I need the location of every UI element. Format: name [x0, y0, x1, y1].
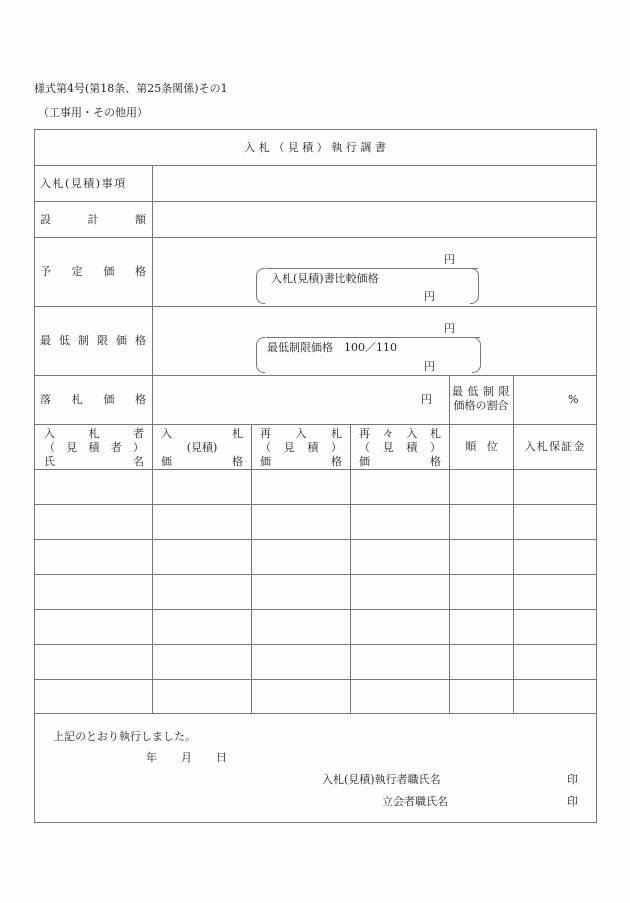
char: 再	[359, 427, 370, 440]
char: 入	[161, 427, 172, 440]
bidder-name-cell[interactable]	[35, 645, 151, 678]
yen-unit: 円	[444, 322, 455, 335]
label-item: 入札(見積)事項	[40, 177, 127, 190]
min-price-ratio-label: 最低制限価格 100／110	[267, 341, 397, 354]
char: 見	[382, 441, 394, 454]
char: 金	[573, 440, 585, 453]
char: 設	[40, 213, 51, 226]
rebid-price-cell[interactable]	[252, 610, 349, 643]
left-bracket	[256, 268, 265, 304]
char: 積	[307, 441, 319, 454]
column-header-line	[44, 441, 144, 454]
char: 積	[406, 441, 418, 454]
rank-cell[interactable]	[450, 575, 512, 608]
deposit-cell[interactable]	[514, 470, 594, 503]
deposit-cell[interactable]	[514, 575, 594, 608]
char: （	[260, 441, 271, 454]
re-rebid-price-cell[interactable]	[351, 645, 448, 678]
char: 予	[40, 265, 51, 278]
bidder-name-cell[interactable]	[35, 680, 151, 713]
bid-price-cell[interactable]	[153, 645, 250, 678]
column-header-line	[359, 441, 441, 454]
rank-cell[interactable]	[450, 540, 512, 573]
column-header-line	[359, 427, 441, 440]
deposit-cell[interactable]	[514, 610, 594, 643]
item-field[interactable]	[153, 166, 595, 201]
row-divider	[34, 306, 596, 307]
column-header-line	[44, 427, 144, 440]
char: 札	[71, 393, 83, 406]
char: 限	[97, 334, 108, 347]
char: 札	[88, 427, 100, 440]
bid-price-cell[interactable]	[153, 505, 250, 538]
char: 計	[87, 213, 99, 226]
rebid-price-cell[interactable]	[252, 505, 349, 538]
char: ）	[133, 441, 144, 454]
rank-cell[interactable]	[450, 470, 512, 503]
char: 順	[465, 440, 477, 453]
re-rebid-price-cell[interactable]	[351, 540, 448, 573]
bid-price-cell[interactable]	[153, 610, 250, 643]
label-planned-price	[40, 265, 146, 278]
design-amount-field[interactable]	[153, 202, 595, 237]
date-month: 月	[181, 751, 192, 764]
char: 札	[232, 427, 243, 440]
form-subtitle: （工事用・その他用）	[38, 106, 148, 119]
re-rebid-price-cell[interactable]	[351, 505, 448, 538]
row-divider	[34, 424, 596, 425]
bidder-name-cell[interactable]	[35, 540, 151, 573]
char: 々	[382, 427, 394, 440]
award-price-field[interactable]	[153, 376, 448, 423]
char: 札	[331, 427, 342, 440]
column-header-line	[44, 455, 144, 468]
bidder-name-cell[interactable]	[35, 610, 151, 643]
char: 者	[110, 441, 122, 454]
statement-text: 上記のとおり執行しました。	[53, 730, 196, 743]
bid-price-cell[interactable]	[153, 470, 250, 503]
rebid-price-cell[interactable]	[252, 470, 349, 503]
row-divider	[34, 713, 596, 714]
yen-unit: 円	[424, 290, 435, 303]
char: 入	[524, 440, 536, 453]
rebid-price-cell[interactable]	[252, 645, 349, 678]
re-rebid-price-cell[interactable]	[351, 680, 448, 713]
char: 入	[406, 427, 418, 440]
label-award-price	[40, 393, 146, 406]
date-day: 日	[216, 751, 227, 764]
char: 格	[134, 393, 146, 406]
char: 積	[88, 441, 100, 454]
comparison-price-label: 入札(見積)書比較価格	[271, 272, 379, 285]
yen-unit: 円	[424, 360, 435, 373]
ratio-field[interactable]	[514, 376, 595, 423]
seal-mark: 印	[567, 795, 578, 808]
amount-underline	[266, 268, 478, 269]
label-min-price	[40, 334, 146, 347]
column-header-line	[153, 441, 251, 454]
char: 価	[359, 455, 370, 468]
char: 格	[331, 455, 342, 468]
char: 見	[66, 441, 78, 454]
rebid-price-cell[interactable]	[252, 575, 349, 608]
re-rebid-price-cell[interactable]	[351, 575, 448, 608]
column-header-line	[260, 441, 342, 454]
char: 位	[486, 440, 498, 453]
ratio-label-line1: 最 低 制 限	[452, 385, 510, 398]
char: 額	[135, 213, 146, 226]
char: 氏	[44, 455, 55, 468]
deposit-cell[interactable]	[514, 540, 594, 573]
char: (見積)	[186, 441, 218, 454]
char: 再	[260, 427, 271, 440]
char: 格	[134, 265, 146, 278]
column-header-line	[161, 455, 243, 468]
bid-price-cell[interactable]	[153, 575, 250, 608]
char: 価	[260, 455, 271, 468]
bid-price-cell[interactable]	[153, 680, 250, 713]
rebid-price-cell[interactable]	[252, 680, 349, 713]
char: （	[359, 441, 370, 454]
re-rebid-price-cell[interactable]	[351, 610, 448, 643]
bid-price-cell[interactable]	[153, 540, 250, 573]
form-number: 様式第4号(第18条、第25条関係)その1	[34, 82, 228, 95]
rank-cell[interactable]	[450, 680, 512, 713]
char: 落	[40, 393, 51, 406]
char: 格	[232, 455, 243, 468]
char: 者	[133, 427, 144, 440]
amount-underline	[266, 337, 480, 338]
right-bracket	[470, 268, 479, 304]
ratio-label-line2: 価格の割合	[453, 399, 509, 412]
char: 価	[103, 393, 115, 406]
char: ）	[429, 441, 441, 454]
column-header-line	[359, 455, 441, 468]
deposit-cell[interactable]	[514, 505, 594, 538]
char: 見	[283, 441, 295, 454]
char: 価	[161, 455, 172, 468]
re-rebid-price-cell[interactable]	[351, 470, 448, 503]
char: 札	[429, 427, 441, 440]
yen-unit: 円	[421, 393, 432, 406]
column-header-line	[260, 455, 342, 468]
char: （	[44, 441, 55, 454]
seal-mark: 印	[567, 773, 578, 786]
char: 最	[40, 334, 51, 347]
left-bracket	[256, 337, 265, 373]
char: 名	[133, 455, 144, 468]
deposit-cell[interactable]	[514, 645, 594, 678]
label-design-amount	[40, 213, 146, 226]
char: 格	[135, 334, 146, 347]
deposit-cell[interactable]	[514, 680, 594, 713]
date-field[interactable]	[100, 748, 240, 766]
char: ）	[330, 441, 342, 454]
char: 格	[430, 455, 441, 468]
column-header-line	[161, 427, 243, 440]
bidder-name-cell[interactable]	[35, 505, 151, 538]
percent-unit: %	[568, 393, 579, 406]
right-bracket	[472, 337, 481, 373]
char: 入	[44, 427, 55, 440]
char: 価	[116, 334, 127, 347]
char: 低	[59, 334, 70, 347]
char: 定	[71, 265, 83, 278]
witness-label: 立会者職氏名	[382, 795, 448, 808]
char: 証	[561, 440, 573, 453]
rank-cell[interactable]	[450, 505, 512, 538]
yen-unit: 円	[444, 253, 455, 266]
executor-label: 入札(見積)執行者職氏名	[322, 773, 441, 786]
char: 価	[103, 265, 115, 278]
char: 制	[78, 334, 89, 347]
char: 保	[548, 440, 560, 453]
document-title: 入 札 （ 見 積 ） 執 行 調 書	[244, 141, 386, 154]
bidder-name-cell[interactable]	[35, 575, 151, 608]
column-header-line	[260, 427, 342, 440]
char: 入	[295, 427, 307, 440]
rank-cell[interactable]	[450, 645, 512, 678]
date-year: 年	[146, 751, 157, 764]
row-divider	[34, 237, 596, 238]
bidder-name-cell[interactable]	[35, 470, 151, 503]
column-header-line	[460, 440, 503, 453]
rebid-price-cell[interactable]	[252, 540, 349, 573]
char: 札	[536, 440, 548, 453]
column-header-line	[524, 440, 585, 453]
rank-cell[interactable]	[450, 610, 512, 643]
